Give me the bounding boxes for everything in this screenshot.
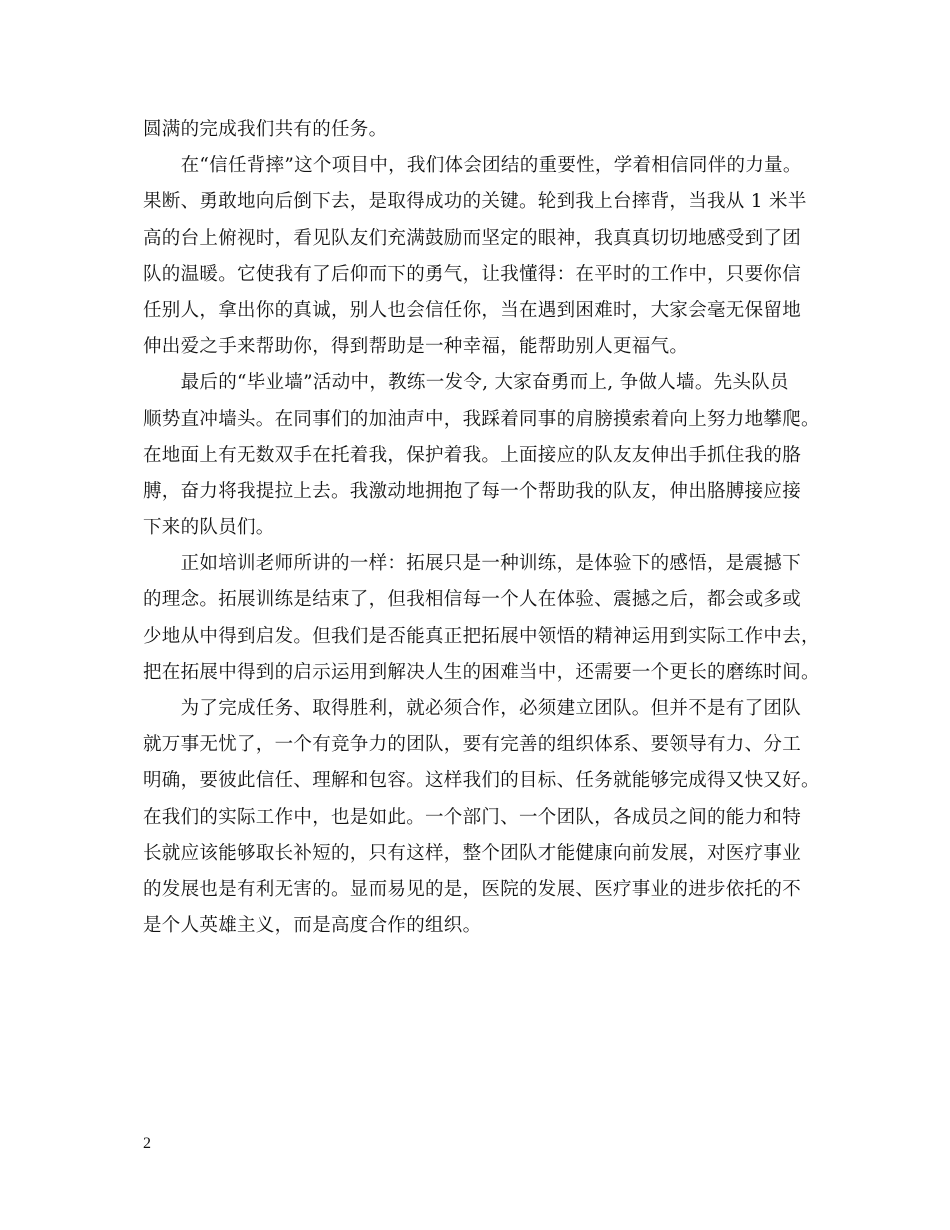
text-line: 明确，要彼此信任、理解和包容。这样我们的目标、任务就能够完成得又快又好。 — [143, 770, 820, 792]
text-line: 就万事无忧了，一个有竞争力的团队，要有完善的组织体系、要领导有力、分工 — [143, 734, 802, 756]
text-line: 在我们的实际工作中，也是如此。一个部门、一个团队，各成员之间的能力和特 — [143, 806, 802, 828]
text-line: 正如培训老师所讲的一样：拓展只是一种训练，是体验下的感悟，是震撼下 — [143, 553, 802, 575]
text-line: 圆满的完成我们共有的任务。 — [143, 119, 388, 140]
text-line: 的发展也是有利无害的。显而易见的是，医院的发展、医疗事业的进步依托的不 — [143, 878, 802, 900]
text-line: 果断、勇敢地向后倒下去，是取得成功的关键。轮到我上台摔背，当我从 1 米半 — [143, 191, 807, 213]
text-line: 长就应该能够取长补短的，只有这样，整个团队才能健康向前发展，对医疗事业 — [143, 842, 802, 864]
text-line: 在地面上有无数双手在托着我，保护着我。上面接应的队友友伸出手抓住我的胳 — [143, 444, 802, 466]
text-line: 为了完成任务、取得胜利，就必须合作，必须建立团队。但并不是有了团队 — [143, 698, 802, 719]
text-line: 少地从中得到启发。但我们是否能真正把拓展中领悟的精神运用到实际工作中去， — [143, 625, 820, 647]
text-line: 膊，奋力将我提拉上去。我激动地拥抱了每一个帮助我的队友，伸出胳膊接应接 — [143, 480, 802, 502]
document-body — [143, 112, 820, 944]
text-line: 下来的队员们。 — [143, 517, 275, 539]
text-line: 把在拓展中得到的启示运用到解决人生的困难当中，还需要一个更长的磨练时间。 — [143, 661, 820, 683]
text-line: 任别人，拿出你的真诚，别人也会信任你，当在遇到困难时，大家会毫无保留地 — [143, 299, 802, 321]
page-number: 2 — [143, 1135, 151, 1152]
text-line: 顺势直冲墙头。在同事们的加油声中，我踩着同事的肩膀摸索着向上努力地攀爬。 — [143, 408, 820, 430]
text-line: 队的温暖。它使我有了后仰而下的勇气，让我懂得：在平时的工作中，只要你信 — [143, 263, 802, 285]
text-line: 在“信任背摔”这个项目中，我们体会团结的重要性，学着相信同伴的力量。 — [143, 155, 802, 177]
text-line: 高的台上俯视时，看见队友们充满鼓励而坚定的眼神，我真真切切地感受到了团 — [143, 227, 802, 249]
text-line: 最后的“毕业墙”活动中，教练一发令, 大家奋勇而上, 争做人墙。先头队员 — [143, 372, 789, 394]
text-line: 的理念。拓展训练是结束了，但我相信每一个人在体验、震撼之后，都会或多或 — [143, 589, 802, 611]
text-line: 是个人英雄主义，而是高度合作的组织。 — [143, 915, 482, 937]
text-line: 伸出爱之手来帮助你，得到帮助是一种幸福，能帮助别人更福气。 — [143, 336, 689, 358]
